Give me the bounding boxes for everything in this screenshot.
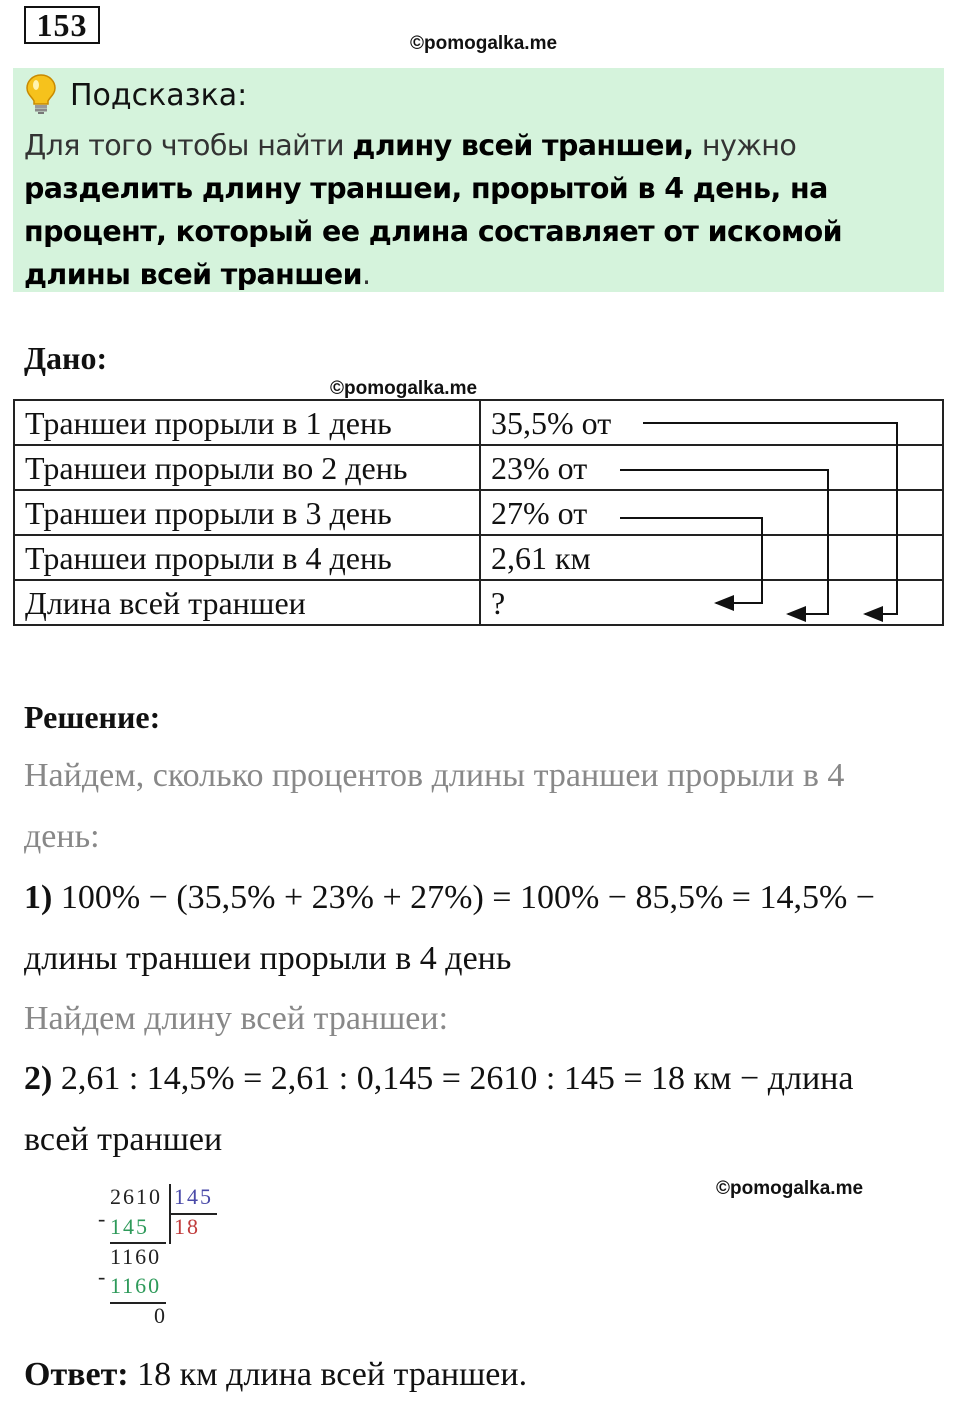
- solution-intro-1b: день:: [24, 818, 100, 855]
- step-2-line-b: всей траншеи: [24, 1121, 223, 1158]
- given-heading: Дано:: [24, 340, 108, 376]
- dividend: 2610: [110, 1184, 162, 1209]
- answer-label: Ответ:: [24, 1356, 129, 1393]
- hint-title: Подсказка:: [70, 78, 248, 113]
- solution-intro-1a: Найдем, сколько процентов длины траншеи прорыли в 4: [24, 757, 845, 794]
- arrow-day3: [620, 518, 762, 603]
- row-value: 2,61 км: [480, 535, 943, 580]
- subtrahend-2: 1160: [110, 1273, 162, 1298]
- problem-number: 153: [24, 6, 100, 44]
- row-label: Длина всей траншеи: [14, 580, 480, 625]
- watermark-given: ©pomogalka.me: [330, 378, 478, 399]
- remainder-2: 0: [154, 1303, 167, 1328]
- row-label: Траншеи прорыли в 3 день: [14, 490, 480, 535]
- row-label: Траншеи прорыли во 2 день: [14, 445, 480, 490]
- step-1-line-a: 1) 100% − (35,5% + 23% + 27%) = 100% − 85,5% = 14,5% −: [24, 879, 875, 916]
- hint-text: Для того чтобы найти длину всей траншеи, нужно разделить длину траншеи, прорытой в 4 день, на процент, который ее длина составляет от искомой длины всей траншеи.: [24, 129, 843, 291]
- arrow-day2: [620, 470, 828, 614]
- long-division: [98, 1182, 228, 1330]
- minus-sign-1: -: [98, 1206, 108, 1231]
- watermark-top: ©pomogalka.me: [410, 33, 558, 54]
- solution-heading: Решение:: [24, 699, 161, 735]
- divisor: 145: [174, 1184, 213, 1209]
- remainder-1: 1160: [110, 1244, 162, 1269]
- row-value: 23% от: [480, 445, 943, 490]
- row-label: Траншеи прорыли в 4 день: [14, 535, 480, 580]
- row-label: Траншеи прорыли в 1 день: [14, 400, 480, 445]
- row-value: 35,5% от: [480, 400, 943, 445]
- step-2-line-a: 2) 2,61 : 14,5% = 2,61 : 0,145 = 2610 : 145 = 18 км − длина: [24, 1060, 854, 1097]
- quotient: 18: [174, 1214, 200, 1239]
- row-value: 27% от: [480, 490, 943, 535]
- step-1-line-b: длины траншеи прорыли в 4 день: [24, 940, 512, 977]
- row-value: ?: [480, 580, 943, 625]
- solution-intro-2: Найдем длину всей траншеи:: [24, 1000, 449, 1037]
- watermark-bottom: ©pomogalka.me: [716, 1178, 864, 1199]
- answer-text: 18 км длина всей траншеи.: [128, 1356, 528, 1393]
- percent-arrows: [0, 0, 960, 700]
- subtrahend-1: 145: [110, 1214, 149, 1239]
- minus-sign-2: -: [98, 1264, 108, 1289]
- answer: [24, 1356, 527, 1394]
